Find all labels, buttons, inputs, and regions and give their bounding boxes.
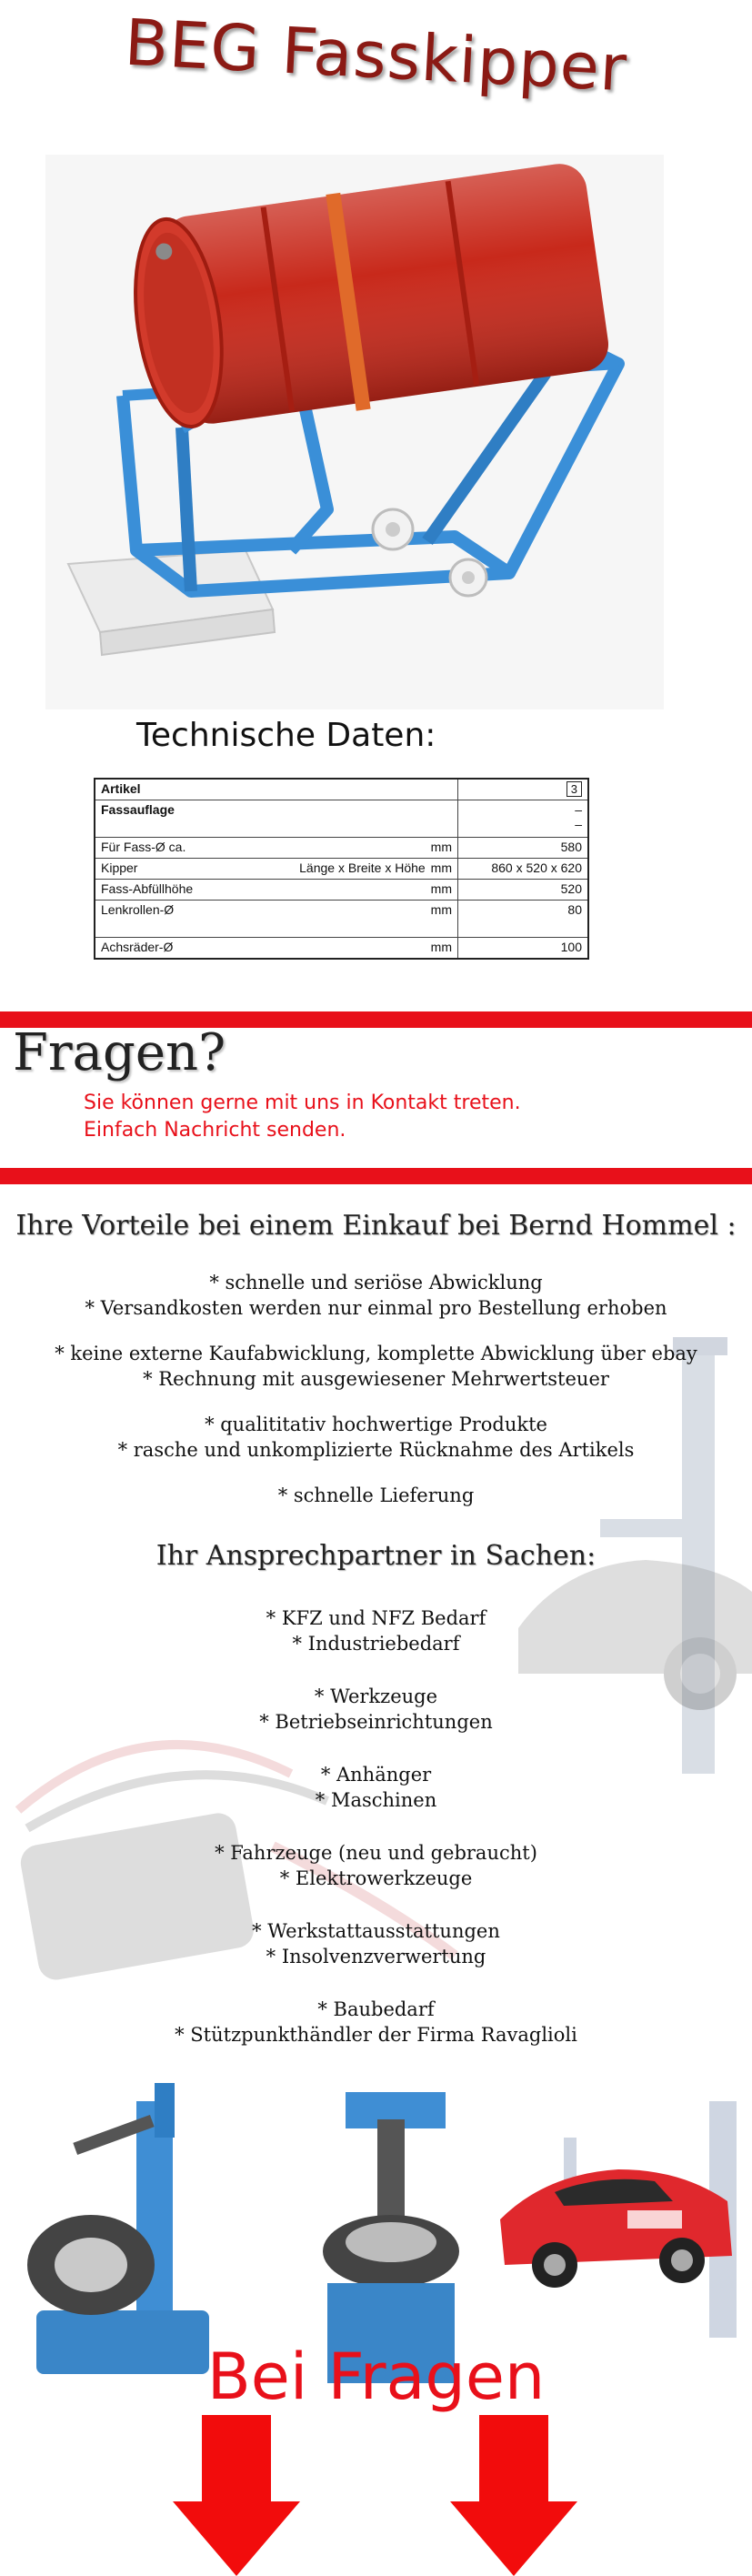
contact-line-1: Sie können gerne mit uns in Kontakt treten. — [84, 1092, 521, 1114]
list-item: * Industriebedarf — [292, 1633, 460, 1655]
table-row — [95, 779, 588, 800]
page-title: BEG Fasskipper — [123, 5, 629, 106]
spec-label-artikel: Artikel — [95, 779, 458, 800]
list-item: * Maschinen — [315, 1789, 437, 1811]
spec-unit: mm — [430, 840, 452, 854]
spec-label-abfuell: Fass-Abfüllhöhe — [101, 881, 194, 896]
list-item: * Werkzeuge — [314, 1685, 438, 1707]
list-item: * keine externe Kaufabwicklung, komplette Abwicklung über ebay — [55, 1343, 697, 1364]
spec-unit: mm — [430, 881, 452, 896]
spec-value-achsraeder: 100 — [560, 940, 582, 954]
partner-list — [0, 1605, 752, 2048]
advantages-list — [0, 1270, 752, 1508]
table-row — [95, 838, 588, 859]
tech-data-heading: Technische Daten: — [136, 717, 436, 754]
spec-unit: mm — [430, 860, 452, 875]
arrow-down-icon — [173, 2415, 300, 2576]
list-item: * KFZ und NFZ Bedarf — [266, 1607, 486, 1629]
list-item: * Betriebseinrichtungen — [259, 1711, 493, 1733]
spec-label-lenkrollen: Lenkrollen-Ø — [101, 902, 175, 917]
table-row — [95, 859, 588, 880]
partner-heading: Ihr Ansprechpartner in Sachen: — [155, 1540, 597, 1572]
spec-label-achsraeder: Achsräder-Ø — [101, 940, 174, 954]
spec-unit: mm — [430, 940, 452, 954]
barrel-tipper-image — [36, 136, 673, 719]
spec-value-artikel: 3 — [567, 781, 582, 797]
list-item: * Elektrowerkzeuge — [279, 1867, 473, 1889]
contact-text — [84, 1090, 521, 1144]
bei-fragen-heading: Bei Fragen — [206, 2340, 546, 2414]
spec-value-fuer-fass: 580 — [458, 838, 589, 859]
list-item: * Baubedarf — [317, 1998, 435, 2020]
list-item: * Versandkosten werden nur einmal pro Bestellung erhoben — [85, 1297, 667, 1319]
sports-car-lift-image — [491, 2101, 752, 2338]
tire-changer-image-1 — [18, 2083, 227, 2383]
table-row — [95, 800, 588, 838]
list-item: * Insolvenzverwertung — [266, 1946, 486, 1967]
list-item: * Werkstattausstattungen — [252, 1920, 500, 1942]
table-row — [95, 938, 588, 960]
list-item: * schnelle Lieferung — [277, 1484, 475, 1506]
spec-label-fassauflage: Fassauflage — [95, 800, 458, 838]
spec-value-kipper: 860 x 520 x 620 — [458, 859, 589, 880]
spec-value-fassauflage-2: – — [575, 817, 582, 831]
list-item: * qualititativ hochwertige Produkte — [205, 1414, 547, 1435]
red-divider-bottom — [0, 1168, 752, 1184]
spec-unit: mm — [430, 902, 452, 917]
list-item: * Stützpunkthändler der Firma Ravaglioli — [175, 2024, 577, 2046]
spec-value-fassauflage-1: – — [575, 802, 582, 817]
contact-heading: Fragen? — [13, 1023, 226, 1082]
contact-line-2: Einfach Nachricht senden. — [84, 1119, 346, 1142]
table-row — [95, 901, 588, 938]
advantages-heading: Ihre Vorteile bei einem Einkauf bei Bernd Hommel : — [15, 1210, 737, 1242]
list-item: * rasche und unkomplizierte Rücknahme des Artikels — [117, 1439, 635, 1461]
spec-value-abfuell: 520 — [458, 880, 589, 901]
list-item: * schnelle und seriöse Abwicklung — [209, 1272, 543, 1293]
spec-table — [94, 778, 589, 960]
spec-dims: Länge x Breite x Höhe — [299, 860, 426, 875]
arrow-down-icon — [450, 2415, 577, 2576]
list-item: * Rechnung mit ausgewiesener Mehrwertsteuer — [143, 1368, 609, 1390]
list-item: * Fahrzeuge (neu und gebraucht) — [215, 1842, 537, 1864]
spec-value-lenkrollen: 80 — [458, 901, 589, 938]
spec-label-fuer-fass: Für Fass-Ø ca. — [101, 840, 186, 854]
list-item: * Anhänger — [320, 1764, 432, 1786]
table-row — [95, 880, 588, 901]
spec-label-kipper: Kipper — [101, 860, 138, 875]
